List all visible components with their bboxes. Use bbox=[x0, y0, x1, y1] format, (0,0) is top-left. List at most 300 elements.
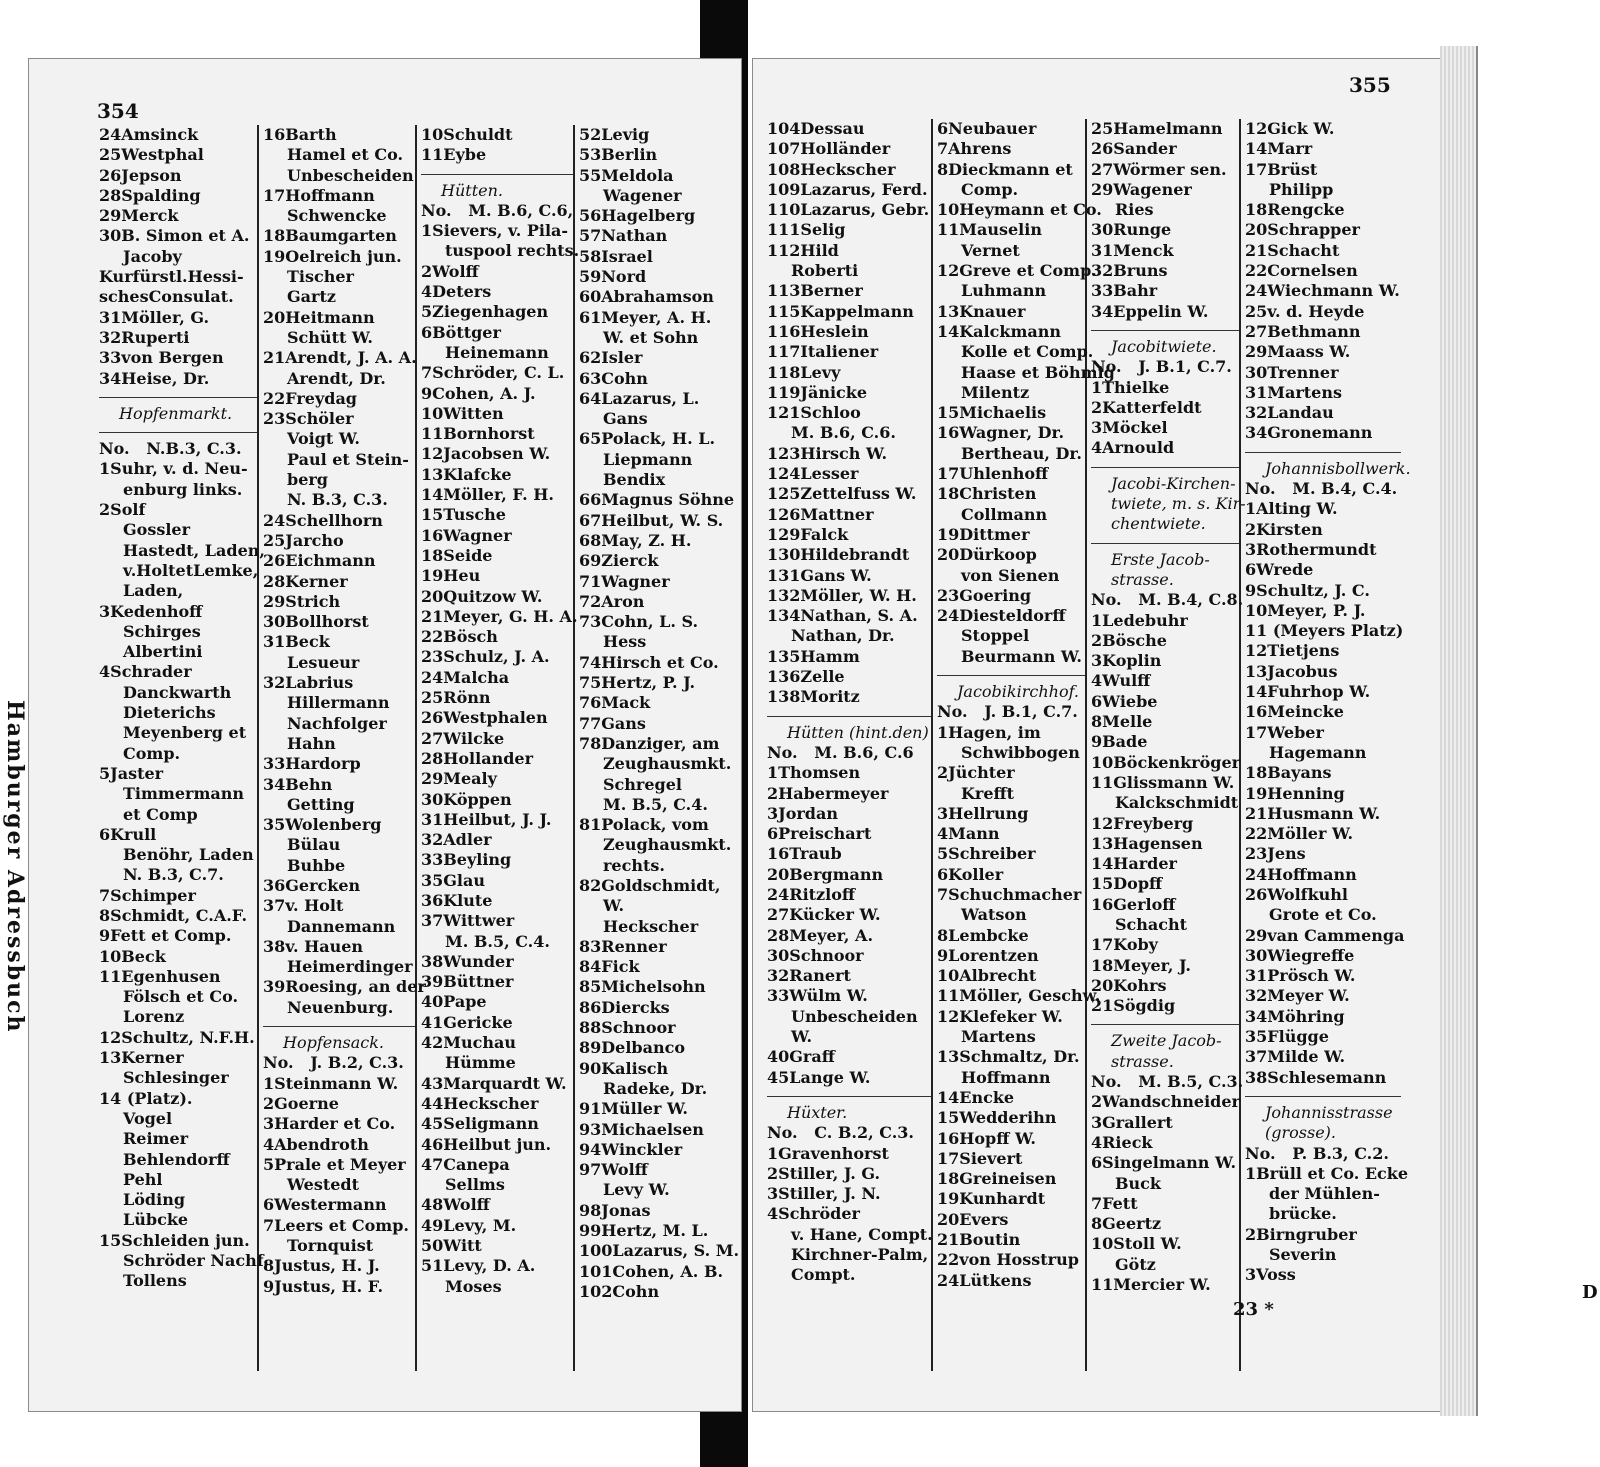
directory-entry: 123Hirsch W. bbox=[767, 443, 888, 463]
directory-entry: 121Schloo bbox=[767, 403, 861, 423]
directory-entry: 9Lorentzen bbox=[937, 945, 1039, 965]
left-column-3 bbox=[417, 125, 580, 1371]
directory-entry-continuation: Behlendorff bbox=[123, 1149, 230, 1169]
directory-entry: 62Isler bbox=[579, 348, 643, 368]
directory-entry-continuation: Haase et Böhmig bbox=[961, 362, 1115, 382]
directory-entry-continuation: Kolle et Comp. bbox=[961, 342, 1094, 362]
directory-entry: 11Mercier W. bbox=[1091, 1275, 1211, 1295]
right-column-3 bbox=[1087, 119, 1246, 1371]
directory-entry: 12Tietjens bbox=[1245, 641, 1340, 661]
directory-entry: 29Mealy bbox=[421, 769, 497, 789]
directory-entry: 1Steinmann W. bbox=[263, 1073, 399, 1093]
directory-entry: 5Jaster bbox=[99, 763, 164, 783]
directory-entry: 9Schultz, J. C. bbox=[1245, 580, 1370, 600]
directory-entry-continuation: Nathan, Dr. bbox=[791, 626, 895, 646]
directory-entry: 22Cornelsen bbox=[1245, 261, 1358, 281]
directory-entry: 102Cohn bbox=[579, 1281, 660, 1301]
directory-entry: 89Delbanco bbox=[579, 1038, 685, 1058]
directory-entry: 15Michaelis bbox=[937, 403, 1047, 423]
street-heading: strasse. bbox=[1111, 1051, 1174, 1071]
directory-entry-continuation: Hoffmann bbox=[961, 1067, 1051, 1087]
directory-entry: 7Schröder, C. L. bbox=[421, 363, 565, 383]
street-heading: Hütten (hint.den) bbox=[787, 722, 929, 742]
directory-entry: 28Kerner bbox=[263, 571, 348, 591]
directory-entry-continuation: Neuenburg. bbox=[287, 997, 394, 1017]
directory-entry: 4Deters bbox=[421, 282, 492, 302]
section-divider bbox=[1245, 1096, 1401, 1103]
street-heading: Jacobikirchhof. bbox=[957, 682, 1080, 702]
directory-entry: 104Dessau bbox=[767, 119, 865, 138]
directory-entry: 31Martens bbox=[1245, 382, 1342, 402]
directory-entry-continuation: W. bbox=[791, 1027, 813, 1047]
page-edge bbox=[1440, 46, 1478, 1416]
directory-entry: 107Holländer bbox=[767, 139, 891, 159]
right-column-1 bbox=[763, 119, 933, 1371]
directory-entry: 9Fett et Comp. bbox=[99, 926, 232, 946]
directory-entry: 90Kalisch bbox=[579, 1058, 669, 1078]
directory-entry: schesConsulat. bbox=[99, 287, 234, 307]
directory-entry: 30B. Simon et A. bbox=[99, 226, 250, 246]
directory-entry: 34Möhring bbox=[1245, 1006, 1345, 1026]
section-divider bbox=[1245, 452, 1401, 459]
directory-entry: 15Schleiden jun. bbox=[99, 1230, 250, 1250]
directory-entry: No. J. B.1, C.7. bbox=[1091, 357, 1232, 377]
directory-entry-continuation: M. B.6, C.6. bbox=[791, 423, 896, 443]
directory-entry-continuation: Buhbe bbox=[287, 855, 346, 875]
directory-entry: 39Büttner bbox=[421, 972, 514, 992]
directory-entry: 32Bruns bbox=[1091, 261, 1168, 281]
directory-entry: 61Meyer, A. H. bbox=[579, 307, 712, 327]
directory-entry: No. J. B.2, C.3. bbox=[263, 1053, 404, 1073]
directory-entry: 6Wiebe bbox=[1091, 691, 1158, 711]
directory-entry-continuation: Unbescheiden bbox=[287, 165, 414, 185]
directory-entry: 2Kirsten bbox=[1245, 519, 1323, 539]
directory-entry: 78Danziger, am bbox=[579, 733, 720, 753]
directory-entry: 11Glissmann W. bbox=[1091, 772, 1235, 792]
directory-entry: 26Wolfkuhl bbox=[1245, 884, 1348, 904]
street-heading: Johannisbollwerk. bbox=[1265, 458, 1411, 478]
directory-entry-continuation: Moses bbox=[445, 1276, 502, 1296]
directory-entry: 112Hild bbox=[767, 240, 839, 260]
directory-entry: 1Sievers, v. Pila- bbox=[421, 221, 569, 241]
directory-entry-continuation: Lübcke bbox=[123, 1210, 189, 1230]
directory-entry: 19Henning bbox=[1245, 783, 1345, 803]
directory-entry-continuation: von Sienen bbox=[961, 565, 1060, 585]
directory-entry-continuation: brücke. bbox=[1269, 1204, 1337, 1224]
directory-entry: 131Gans W. bbox=[767, 565, 872, 585]
directory-entry-continuation: Hastedt, Laden, bbox=[123, 540, 265, 560]
directory-entry: 31Prösch W. bbox=[1245, 966, 1356, 986]
directory-entry-continuation: Tischer bbox=[287, 267, 354, 287]
directory-entry: 36Klute bbox=[421, 890, 493, 910]
directory-entry-continuation: M. B.5, C.4. bbox=[445, 931, 550, 951]
directory-entry: Kurfürstl.Hessi- bbox=[99, 267, 244, 287]
directory-entry: 15Tusche bbox=[421, 505, 506, 525]
directory-entry-continuation: Getting bbox=[287, 794, 355, 814]
directory-entry: 32Ranert bbox=[767, 966, 851, 986]
directory-entry: 13Schmaltz, Dr. bbox=[937, 1047, 1080, 1067]
directory-entry: 34Gronemann bbox=[1245, 423, 1373, 443]
directory-entry: 4Schrader bbox=[99, 662, 192, 682]
directory-entry: 22Möller W. bbox=[1245, 824, 1354, 844]
directory-entry-continuation: Pehl bbox=[123, 1169, 163, 1189]
directory-entry-continuation: Luhmann bbox=[961, 281, 1047, 301]
directory-entry: 17Weber bbox=[1245, 722, 1324, 742]
directory-entry: 7Schuchmacher bbox=[937, 884, 1082, 904]
directory-entry: 27Kücker W. bbox=[767, 905, 881, 925]
directory-entry: 4Wulff bbox=[1091, 671, 1151, 691]
directory-entry: 25Hamelmann bbox=[1091, 119, 1223, 138]
directory-entry: 1Suhr, v. d. Neu- bbox=[99, 459, 248, 479]
directory-entry: No. M. B.6, C.6 bbox=[767, 742, 914, 762]
directory-entry: 58Israel bbox=[579, 246, 653, 266]
directory-entry: 2Wolff bbox=[421, 261, 479, 281]
directory-entry: 16Gerloff bbox=[1091, 894, 1176, 914]
directory-entry: 10Böckenkröger bbox=[1091, 752, 1241, 772]
directory-entry-continuation: Watson bbox=[961, 905, 1027, 925]
directory-entry: 1Ledebuhr bbox=[1091, 610, 1188, 630]
left-page bbox=[28, 58, 742, 1412]
directory-entry: 16Hopff W. bbox=[937, 1128, 1036, 1148]
directory-entry: 23Schöler bbox=[263, 409, 354, 429]
directory-entry: 52Levig bbox=[579, 125, 650, 144]
directory-entry: 3Kedenhoff bbox=[99, 601, 203, 621]
section-divider bbox=[767, 1096, 931, 1103]
directory-entry: 22Bösch bbox=[421, 627, 498, 647]
directory-entry: 84Fick bbox=[579, 957, 640, 977]
directory-entry-continuation: Grote et Co. bbox=[1269, 905, 1377, 925]
directory-entry: 19Dittmer bbox=[937, 524, 1030, 544]
directory-entry: 25Jarcho bbox=[263, 530, 344, 550]
directory-entry-continuation: berg bbox=[287, 470, 328, 490]
directory-entry: 32Labrius bbox=[263, 673, 354, 693]
directory-entry: 8Lembcke bbox=[937, 925, 1029, 945]
directory-entry-continuation: Zeughausmkt. bbox=[603, 835, 732, 855]
directory-entry: 64Lazarus, L. bbox=[579, 388, 700, 408]
directory-entry: 31Menck bbox=[1091, 240, 1174, 260]
directory-entry: 2Wandschneider bbox=[1091, 1092, 1240, 1112]
directory-entry: 59Nord bbox=[579, 267, 647, 287]
section-divider bbox=[99, 397, 257, 404]
directory-entry: 35Flügge bbox=[1245, 1027, 1329, 1047]
directory-entry-continuation: Fölsch et Co. bbox=[123, 987, 239, 1007]
directory-entry: 3Voss bbox=[1245, 1265, 1296, 1285]
directory-entry: 11Egenhusen bbox=[99, 966, 221, 986]
directory-entry-continuation: Nachfolger bbox=[287, 713, 387, 733]
directory-entry: 2Birngruber bbox=[1245, 1224, 1357, 1244]
directory-entry-continuation: Sellms bbox=[445, 1175, 505, 1195]
directory-entry-continuation: Milentz bbox=[961, 382, 1030, 402]
directory-entry: 1Brüll et Co. Ecke bbox=[1245, 1163, 1409, 1183]
directory-entry: 47Canepa bbox=[421, 1154, 510, 1174]
street-heading: Zweite Jacob- bbox=[1111, 1031, 1222, 1051]
directory-entry-continuation: Löding bbox=[123, 1190, 186, 1210]
directory-entry: 28Meyer, A. bbox=[767, 925, 874, 945]
directory-entry-continuation: Schröder Nachf. bbox=[123, 1251, 269, 1271]
directory-entry: 18Christen bbox=[937, 484, 1037, 504]
directory-entry: 6Wrede bbox=[1245, 560, 1314, 580]
directory-entry: 11Möller, Geschw. bbox=[937, 986, 1101, 1006]
directory-entry: 13Klafcke bbox=[421, 464, 512, 484]
directory-entry: 115Kappelmann bbox=[767, 301, 914, 321]
right-page-columns bbox=[753, 119, 1443, 1371]
directory-entry: 99Hertz, M. L. bbox=[579, 1221, 709, 1241]
directory-entry: 17Hoffmann bbox=[263, 185, 375, 205]
directory-entry: 43Marquardt W. bbox=[421, 1073, 567, 1093]
directory-entry: 14Marr bbox=[1245, 139, 1313, 159]
directory-entry: 117Italiener bbox=[767, 342, 879, 362]
directory-entry: 8Justus, H. J. bbox=[263, 1256, 380, 1276]
directory-entry-continuation: Dieterichs bbox=[123, 703, 216, 723]
directory-entry: 21Boutin bbox=[937, 1230, 1021, 1250]
directory-entry: 34Heise, Dr. bbox=[99, 368, 210, 388]
directory-entry-continuation: Laden, bbox=[123, 581, 184, 601]
directory-entry-continuation: Schwencke bbox=[287, 206, 387, 226]
directory-entry: 30Schnoor bbox=[767, 945, 864, 965]
directory-entry-continuation: Danckwarth bbox=[123, 682, 232, 702]
directory-entry-continuation: Dannemann bbox=[287, 916, 396, 936]
directory-entry: 76Mack bbox=[579, 693, 651, 713]
directory-entry: 39Roesing, an der bbox=[263, 977, 426, 997]
directory-entry: 4Mann bbox=[937, 824, 1000, 844]
directory-entry: 108Heckscher bbox=[767, 159, 896, 179]
section-divider bbox=[1091, 330, 1239, 337]
left-column-2 bbox=[259, 125, 426, 1371]
directory-entry: 14Fuhrhop W. bbox=[1245, 682, 1371, 702]
directory-entry: 14Möller, F. H. bbox=[421, 485, 554, 505]
directory-entry-continuation: Compt. bbox=[791, 1265, 856, 1285]
directory-entry: 2Jüchter bbox=[937, 763, 1015, 783]
directory-entry-continuation: Tornquist bbox=[287, 1236, 374, 1256]
directory-entry: 12Gick W. bbox=[1245, 119, 1335, 138]
directory-entry: 126Mattner bbox=[767, 504, 874, 524]
directory-entry: 17Sievert bbox=[937, 1148, 1023, 1168]
directory-entry-continuation: Hümme bbox=[445, 1053, 516, 1073]
directory-entry: 19Oelreich jun. bbox=[263, 246, 402, 266]
directory-entry: 38v. Hauen bbox=[263, 936, 364, 956]
directory-entry: 16Wagner bbox=[421, 525, 512, 545]
directory-entry: 77Gans bbox=[579, 713, 646, 733]
directory-entry: 31Möller, G. bbox=[99, 307, 210, 327]
street-heading: Johannisstrasse bbox=[1265, 1102, 1393, 1122]
directory-entry: 124Lesser bbox=[767, 464, 859, 484]
directory-entry: 32Adler bbox=[421, 830, 492, 850]
directory-entry: 18Greineisen bbox=[937, 1169, 1057, 1189]
directory-entry-continuation: N. B.3, C.7. bbox=[123, 865, 224, 885]
directory-entry: 2Bösche bbox=[1091, 630, 1167, 650]
directory-entry: 16Barth bbox=[263, 125, 337, 144]
directory-entry-continuation: Schlesinger bbox=[123, 1068, 229, 1088]
directory-entry: 15Dopff bbox=[1091, 874, 1163, 894]
directory-entry: 18Bayans bbox=[1245, 763, 1332, 783]
directory-entry-continuation: Vogel bbox=[123, 1108, 173, 1128]
directory-entry: 23Goering bbox=[937, 585, 1032, 605]
directory-entry: 18Seide bbox=[421, 545, 493, 565]
directory-entry: 48Wolff bbox=[421, 1195, 490, 1215]
directory-entry: 119Jänicke bbox=[767, 382, 868, 402]
directory-entry: 136Zelle bbox=[767, 667, 845, 687]
directory-entry-continuation: Reimer bbox=[123, 1129, 189, 1149]
directory-entry: 12Schultz, N.F.H. bbox=[99, 1027, 255, 1047]
directory-entry: 19Kunhardt bbox=[937, 1189, 1046, 1209]
directory-entry: 7Schimper bbox=[99, 885, 196, 905]
directory-entry: 9Justus, H. F. bbox=[263, 1276, 384, 1296]
directory-entry: 2Stiller, J. G. bbox=[767, 1163, 881, 1183]
left-page-number: 354 bbox=[97, 99, 139, 123]
directory-entry: 31Beck bbox=[263, 632, 330, 652]
directory-entry: 63Cohn bbox=[579, 368, 648, 388]
directory-entry: 5Prale et Meyer bbox=[263, 1154, 406, 1174]
directory-entry: 8Geertz bbox=[1091, 1214, 1162, 1234]
directory-entry-continuation: Wagener bbox=[603, 185, 682, 205]
directory-entry-continuation: Götz bbox=[1115, 1254, 1156, 1274]
directory-entry: 85Michelsohn bbox=[579, 977, 706, 997]
directory-entry: 13Kerner bbox=[99, 1048, 184, 1068]
directory-entry: No. M. B.5, C.3. bbox=[1091, 1072, 1244, 1092]
section-divider bbox=[1091, 467, 1239, 474]
directory-entry-continuation: Hillermann bbox=[287, 693, 390, 713]
directory-entry-continuation: Liepmann bbox=[603, 449, 693, 469]
directory-entry: 10Witten bbox=[421, 403, 504, 423]
directory-entry: 17Brüst bbox=[1245, 159, 1318, 179]
directory-entry-continuation: Schregel bbox=[603, 774, 682, 794]
directory-entry: 38Wunder bbox=[421, 951, 514, 971]
directory-entry-continuation: Philipp bbox=[1269, 179, 1334, 199]
directory-entry-continuation: Voigt W. bbox=[287, 429, 360, 449]
left-column-1 bbox=[95, 125, 269, 1371]
directory-entry: 10Beck bbox=[99, 946, 166, 966]
directory-entry: 109Lazarus, Ferd. bbox=[767, 179, 928, 199]
left-page-columns bbox=[29, 125, 741, 1371]
directory-entry: 36Gercken bbox=[263, 875, 361, 895]
directory-entry: 21Arendt, J. A. A. bbox=[263, 348, 417, 368]
directory-entry-continuation: Unbescheiden bbox=[791, 1006, 918, 1026]
directory-entry: 16Meincke bbox=[1245, 702, 1344, 722]
directory-entry: 17Uhlenhoff bbox=[937, 464, 1049, 484]
directory-entry-continuation: Jacoby bbox=[123, 246, 182, 266]
directory-entry: 8Melle bbox=[1091, 712, 1153, 732]
directory-entry: 26Sander bbox=[1091, 139, 1177, 159]
directory-entry: 81Polack, vom bbox=[579, 815, 709, 835]
directory-entry: 21Meyer, G. H. A. bbox=[421, 606, 578, 626]
directory-entry: 34Eppelin W. bbox=[1091, 301, 1209, 321]
directory-entry: 29Strich bbox=[263, 591, 341, 611]
directory-entry: 71Wagner bbox=[579, 571, 670, 591]
directory-entry: 24Amsinck bbox=[99, 125, 199, 144]
directory-entry-continuation: Krefft bbox=[961, 783, 1015, 803]
directory-entry: 33Beyling bbox=[421, 850, 512, 870]
directory-entry-continuation: Roberti bbox=[791, 261, 859, 281]
directory-entry: 73Cohn, L. S. bbox=[579, 612, 699, 632]
right-column-4 bbox=[1241, 119, 1411, 1371]
directory-entry-continuation: Radeke, Dr. bbox=[603, 1078, 708, 1098]
directory-entry: 11Mauselin bbox=[937, 220, 1042, 240]
street-heading: Hopfenmarkt. bbox=[119, 403, 233, 423]
directory-entry: 3Stiller, J. N. bbox=[767, 1184, 881, 1204]
directory-entry: 20Heitmann bbox=[263, 307, 375, 327]
directory-entry: 14Kalckmann bbox=[937, 321, 1062, 341]
directory-entry: 7Ahrens bbox=[937, 139, 1012, 159]
directory-entry: 37Milde W. bbox=[1245, 1047, 1346, 1067]
directory-entry: 51Levy, D. A. bbox=[421, 1256, 536, 1276]
directory-entry-continuation: Bertheau, Dr. bbox=[961, 443, 1082, 463]
directory-entry: 10Meyer, P. J. bbox=[1245, 600, 1366, 620]
directory-entry: 113Berner bbox=[767, 281, 863, 301]
directory-entry: 21Husmann W. bbox=[1245, 803, 1381, 823]
directory-entry-continuation: Schacht bbox=[1115, 914, 1188, 934]
street-heading: Jacobitwiete. bbox=[1111, 336, 1217, 356]
directory-entry-continuation: Ries bbox=[1115, 200, 1154, 220]
directory-entry: 12Jacobsen W. bbox=[421, 444, 551, 464]
directory-entry: 83Renner bbox=[579, 936, 667, 956]
directory-entry: 38Schlesemann bbox=[1245, 1067, 1387, 1087]
directory-entry: 72Aron bbox=[579, 591, 645, 611]
directory-entry: 93Michaelsen bbox=[579, 1119, 704, 1139]
directory-entry: 16Traub bbox=[767, 844, 842, 864]
directory-entry: 35Glau bbox=[421, 870, 486, 890]
directory-entry: 30Köppen bbox=[421, 789, 512, 809]
directory-entry: 101Cohen, A. B. bbox=[579, 1261, 724, 1281]
directory-entry-continuation: Gans bbox=[603, 409, 648, 429]
directory-entry: 17Koby bbox=[1091, 935, 1158, 955]
directory-entry-continuation: W. bbox=[603, 896, 625, 916]
directory-entry-continuation: Albertini bbox=[123, 642, 203, 662]
directory-entry-continuation: Meyenberg et bbox=[123, 723, 247, 743]
directory-entry: 20Dürkoop bbox=[937, 545, 1037, 565]
directory-entry: 27Bethmann bbox=[1245, 321, 1361, 341]
directory-entry: 30Runge bbox=[1091, 220, 1172, 240]
directory-entry: 3Harder et Co. bbox=[263, 1114, 396, 1134]
directory-entry: 49Levy, M. bbox=[421, 1215, 517, 1235]
directory-entry-continuation: et Comp bbox=[123, 804, 198, 824]
directory-entry-continuation: Kalckschmidt bbox=[1115, 793, 1239, 813]
directory-entry: 32Meyer W. bbox=[1245, 986, 1350, 1006]
directory-entry-continuation: Lesueur bbox=[287, 652, 360, 672]
directory-entry: No. M. B.4, C.8. bbox=[1091, 590, 1244, 610]
directory-entry-continuation: Stoppel bbox=[961, 626, 1030, 646]
directory-entry: 41Gericke bbox=[421, 1012, 513, 1032]
signature-mark: 23 * bbox=[1233, 1299, 1274, 1320]
directory-entry: 69Zierck bbox=[579, 551, 659, 571]
directory-entry: 57Nathan bbox=[579, 226, 668, 246]
directory-entry: 12Freyberg bbox=[1091, 813, 1194, 833]
directory-entry-continuation: Bülau bbox=[287, 835, 341, 855]
directory-entry: No. C. B.2, C.3. bbox=[767, 1123, 914, 1143]
directory-entry-continuation: Benöhr, Laden bbox=[123, 845, 254, 865]
directory-entry: 27Wörmer sen. bbox=[1091, 159, 1227, 179]
directory-entry: 13Hagensen bbox=[1091, 833, 1203, 853]
directory-entry: 18Rengcke bbox=[1245, 200, 1345, 220]
directory-entry: 33Bahr bbox=[1091, 281, 1158, 301]
directory-entry-continuation: Schirges bbox=[123, 621, 201, 641]
directory-entry: 15Wedderihn bbox=[937, 1108, 1057, 1128]
directory-entry-continuation: Tollens bbox=[123, 1271, 187, 1291]
directory-entry: 30Wiegreffe bbox=[1245, 945, 1355, 965]
directory-entry: 40Pape bbox=[421, 992, 487, 1012]
directory-entry: No. P. B.3, C.2. bbox=[1245, 1143, 1389, 1163]
directory-entry: 29Maass W. bbox=[1245, 342, 1351, 362]
directory-entry: 28Spalding bbox=[99, 185, 201, 205]
directory-entry: 20Kohrs bbox=[1091, 975, 1167, 995]
directory-entry: 3Jordan bbox=[767, 803, 838, 823]
directory-entry: 4Rieck bbox=[1091, 1132, 1153, 1152]
directory-entry: 68May, Z. H. bbox=[579, 530, 692, 550]
directory-entry: No. M. B.4, C.4. bbox=[1245, 479, 1398, 499]
directory-entry-continuation: Beurmann W. bbox=[961, 646, 1082, 666]
street-heading: Erste Jacob- bbox=[1111, 549, 1210, 569]
directory-entry: 6Böttger bbox=[421, 322, 501, 342]
directory-entry: 21Schacht bbox=[1245, 240, 1340, 260]
